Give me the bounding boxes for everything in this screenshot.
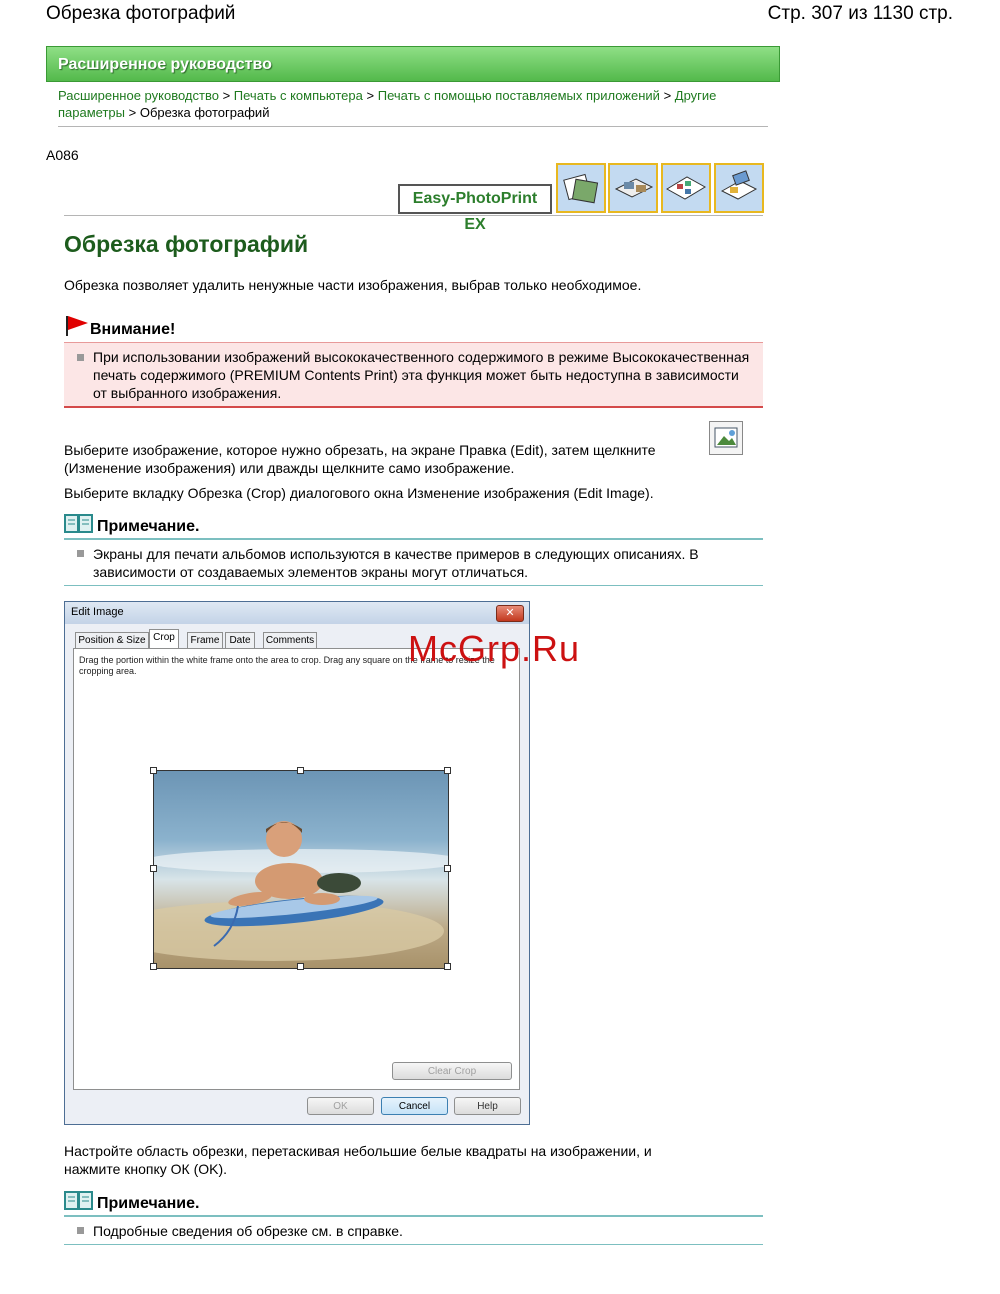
step-text: Выберите вкладку Обрезка (Crop) диалогового окна Изменение изображения (Edit Image). <box>64 485 654 501</box>
note-text: Экраны для печати альбомов используются в качестве примеров в следующих описаниях. В зависимости от создаваемых элементов экраны могут отличаться. <box>93 546 699 580</box>
breadcrumb-separator: > <box>128 105 137 120</box>
crop-handle[interactable] <box>150 767 157 774</box>
page-title: Обрезка фотографий <box>64 231 309 257</box>
crop-handle[interactable] <box>150 963 157 970</box>
dialog-titlebar <box>65 602 529 624</box>
tab-frame[interactable]: Frame <box>187 632 223 648</box>
tab-date[interactable]: Date <box>225 632 255 648</box>
note-text: Подробные сведения об обрезке см. в справке. <box>93 1223 403 1239</box>
breadcrumb-link[interactable]: Печать с помощью поставляемых приложений <box>377 88 660 103</box>
banner-label: Расширенное руководство <box>58 56 272 73</box>
photo-scene <box>154 771 448 968</box>
help-button[interactable]: Help <box>454 1097 521 1115</box>
divider <box>64 1244 763 1245</box>
breadcrumb <box>58 87 768 121</box>
breadcrumb-current: Обрезка фотографий <box>139 105 270 120</box>
tab-comments[interactable]: Comments <box>263 632 317 648</box>
bullet <box>77 550 84 557</box>
breadcrumb-link[interactable]: Расширенное руководство <box>58 88 219 103</box>
bullet <box>77 1227 84 1234</box>
breadcrumb-link[interactable]: Другие параметры <box>58 88 717 120</box>
stickers-icon <box>714 163 764 213</box>
crop-handle[interactable] <box>150 865 157 872</box>
crop-handle[interactable] <box>444 963 451 970</box>
edit-image-icon[interactable] <box>709 421 743 455</box>
page-counter: Стр. 307 из 1130 стр. <box>767 3 953 24</box>
breadcrumb-separator: > <box>663 88 672 103</box>
book-icon <box>64 1191 94 1216</box>
photo-preview[interactable] <box>153 770 449 969</box>
divider <box>58 126 768 127</box>
warning-title: Внимание! <box>90 321 176 338</box>
book-icon <box>64 514 94 539</box>
ok-button[interactable]: OK <box>307 1097 374 1115</box>
divider <box>64 538 763 540</box>
watermark: McGrp.Ru <box>408 628 581 669</box>
crop-handle[interactable] <box>444 767 451 774</box>
warning-flag-icon <box>64 314 90 343</box>
divider <box>64 585 763 586</box>
warning-box <box>64 342 763 408</box>
crop-panel <box>73 648 520 1090</box>
doc-code: A086 <box>46 147 79 163</box>
cancel-button[interactable]: Cancel <box>381 1097 448 1115</box>
breadcrumb-separator: > <box>222 88 231 103</box>
crop-handle[interactable] <box>444 865 451 872</box>
edit-image-dialog <box>64 601 530 1125</box>
dialog-title: Edit Image <box>71 606 124 618</box>
bullet <box>77 354 84 361</box>
warning-text: При использовании изображений высококачественного содержимого в режиме Высококачественная печать содержимого (PREMIUM Contents Print) эта функция может быть недоступна в зависимости от выбранного изображения. <box>93 349 750 401</box>
divider <box>64 215 763 216</box>
crop-instructions: Drag the portion within the white frame onto the area to crop. Drag any square on the frame to resize the cropping area. <box>79 655 495 676</box>
crop-handle[interactable] <box>297 963 304 970</box>
close-icon[interactable]: ✕ <box>496 605 524 622</box>
step-text: Выберите изображение, которое нужно обрезать, на экране Правка (Edit), затем щелкните (Изменение изображения) или дважды щелкните само изображение. <box>64 442 656 476</box>
product-logo: Easy-PhotoPrint EX <box>398 184 552 214</box>
layout-print-icon <box>608 163 658 213</box>
tab-crop[interactable]: Crop <box>149 629 179 649</box>
calendar-icon <box>661 163 711 213</box>
note-title: Примечание. <box>97 1195 200 1212</box>
divider <box>64 1215 763 1217</box>
clear-crop-button[interactable]: Clear Crop <box>392 1062 512 1080</box>
doc-title: Обрезка фотографий <box>46 3 236 24</box>
breadcrumb-separator: > <box>366 88 375 103</box>
breadcrumb-link[interactable]: Печать с компьютера <box>233 88 363 103</box>
intro-text: Обрезка позволяет удалить ненужные части изображения, выбрав только необходимое. <box>64 277 642 293</box>
section-banner <box>46 46 780 82</box>
crop-handle[interactable] <box>297 767 304 774</box>
note-title: Примечание. <box>97 518 200 535</box>
step-text: Настройте область обрезки, перетаскивая небольшие белые квадраты на изображении, и нажмите кнопку ОК (OK). <box>64 1143 652 1177</box>
album-icon <box>556 163 606 213</box>
tab-position-size[interactable]: Position & Size <box>75 632 149 648</box>
